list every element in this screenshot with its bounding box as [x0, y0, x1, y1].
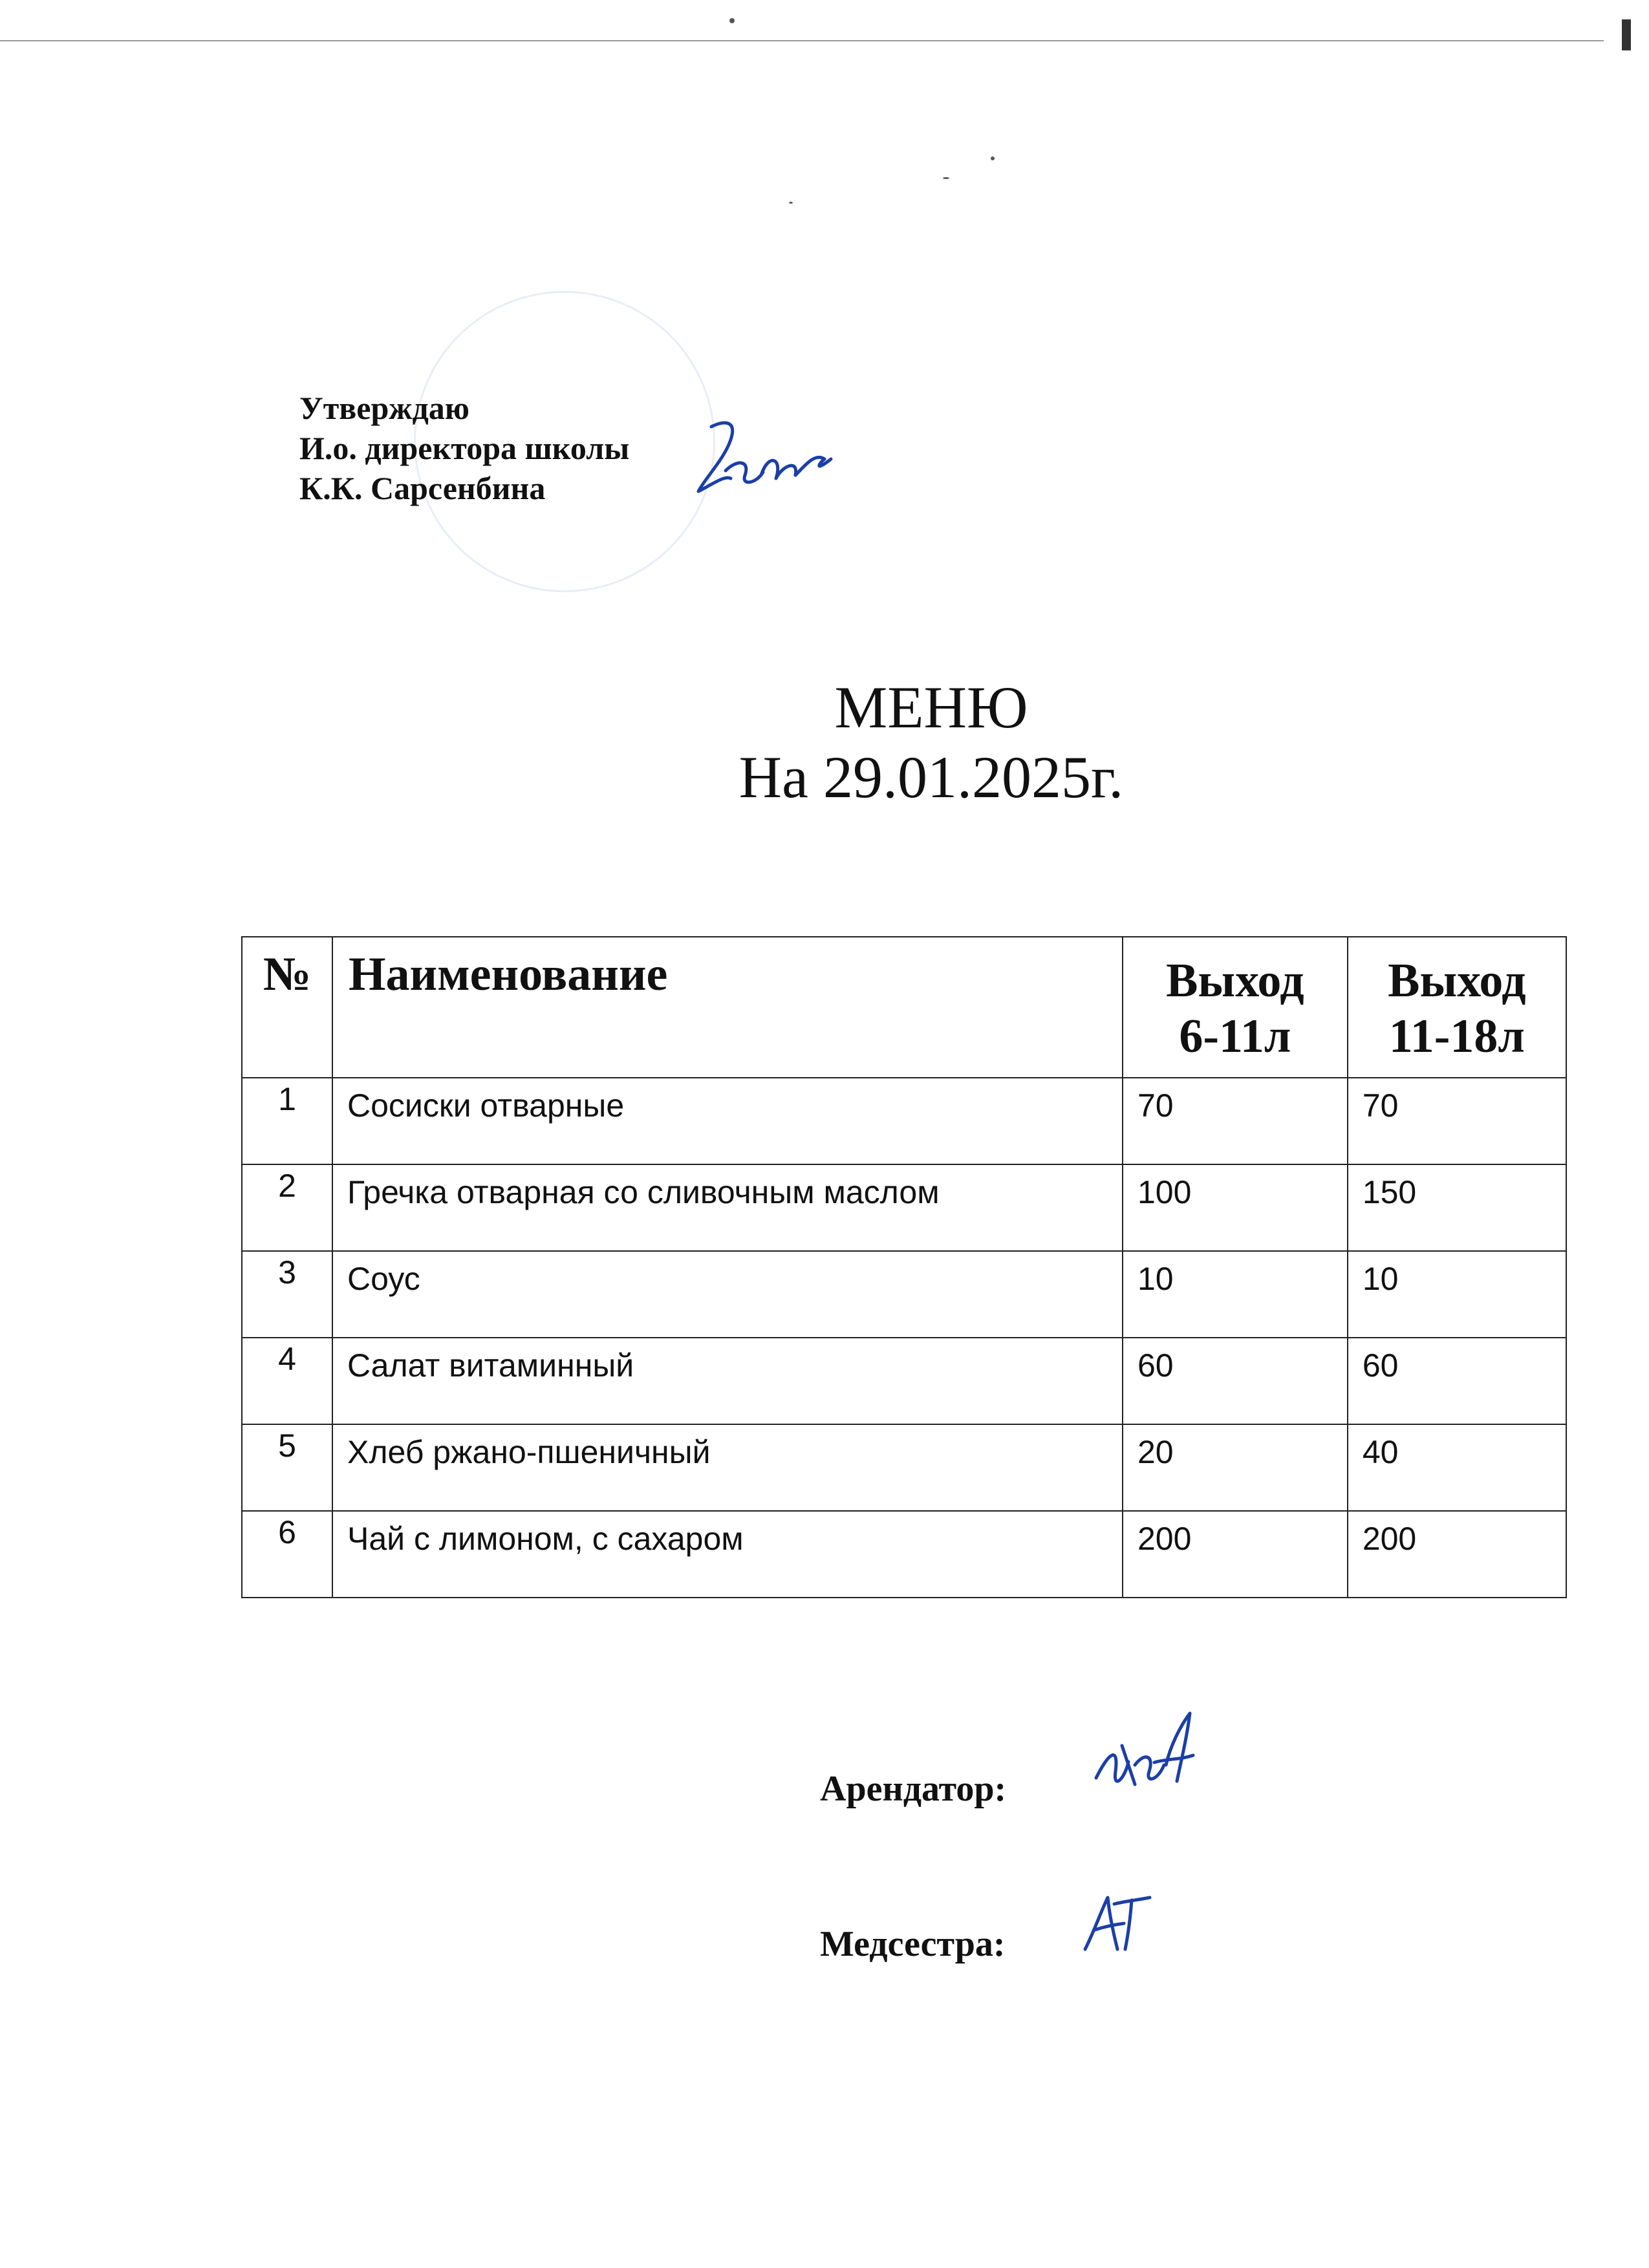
row-output-6-11: 10: [1123, 1251, 1348, 1338]
header-output-11-18-line1: Выход: [1388, 954, 1526, 1007]
header-output-11-18-line2: 11-18л: [1388, 1010, 1525, 1063]
row-output-11-18: 60: [1348, 1338, 1566, 1424]
row-dish-name: Соус: [332, 1251, 1123, 1338]
header-output-6-11-line2: 6-11л: [1179, 1010, 1291, 1063]
menu-table: [241, 936, 1567, 1598]
tenant-signature: [1090, 1700, 1200, 1810]
nurse-signature-label: Медсестра:: [820, 1924, 1006, 1964]
row-output-11-18: 200: [1348, 1511, 1566, 1598]
table-row: [242, 1078, 1566, 1164]
row-number: 6: [242, 1511, 332, 1598]
nurse-signature: [1079, 1885, 1156, 1962]
header-output-11-18: [1348, 937, 1566, 1078]
row-dish-name: Сосиски отварные: [332, 1078, 1123, 1164]
row-number: 2: [242, 1164, 332, 1251]
row-output-6-11: 200: [1123, 1511, 1348, 1598]
row-output-6-11: 100: [1123, 1164, 1348, 1251]
table-row: [242, 1164, 1566, 1251]
scan-edge-mark: [1622, 19, 1631, 50]
approval-line-name: К.К. Сарсенбина: [299, 470, 546, 506]
header-output-6-11: [1123, 937, 1348, 1078]
header-name: Наименование: [332, 937, 1123, 1078]
row-dish-name: Гречка отварная со сливочным маслом: [332, 1164, 1123, 1251]
row-number: 5: [242, 1424, 332, 1511]
tenant-signature-label: Арендатор:: [820, 1769, 1007, 1809]
document-title: [0, 672, 1649, 812]
header-number: №: [242, 937, 332, 1078]
row-output-6-11: 70: [1123, 1078, 1348, 1164]
row-dish-name: Чай с лимоном, с сахаром: [332, 1511, 1123, 1598]
director-signature: [685, 414, 841, 517]
title-date: На 29.01.2025г.: [738, 744, 1124, 810]
row-number: 1: [242, 1078, 332, 1164]
table-row: [242, 1251, 1566, 1338]
approval-block: [299, 388, 629, 508]
scan-speck: [729, 18, 735, 23]
title-menu: МЕНЮ: [834, 674, 1028, 740]
scan-edge-line: [0, 40, 1604, 41]
row-output-6-11: 60: [1123, 1338, 1348, 1424]
scan-speck: [789, 202, 793, 204]
approval-line-position: И.о. директора школы: [299, 430, 630, 466]
table-row: [242, 1424, 1566, 1511]
row-number: 4: [242, 1338, 332, 1424]
row-dish-name: Салат витаминный: [332, 1338, 1123, 1424]
header-output-6-11-line1: Выход: [1166, 954, 1304, 1007]
table-row: [242, 1338, 1566, 1424]
row-output-11-18: 150: [1348, 1164, 1566, 1251]
row-number: 3: [242, 1251, 332, 1338]
row-output-6-11: 20: [1123, 1424, 1348, 1511]
table-row: [242, 1511, 1566, 1598]
scan-speck: [943, 177, 949, 179]
approval-line-approve: Утверждаю: [299, 390, 470, 426]
row-output-11-18: 10: [1348, 1251, 1566, 1338]
scan-speck: [991, 156, 995, 160]
table-header-row: [242, 937, 1566, 1078]
row-output-11-18: 70: [1348, 1078, 1566, 1164]
row-dish-name: Хлеб ржано-пшеничный: [332, 1424, 1123, 1511]
row-output-11-18: 40: [1348, 1424, 1566, 1511]
